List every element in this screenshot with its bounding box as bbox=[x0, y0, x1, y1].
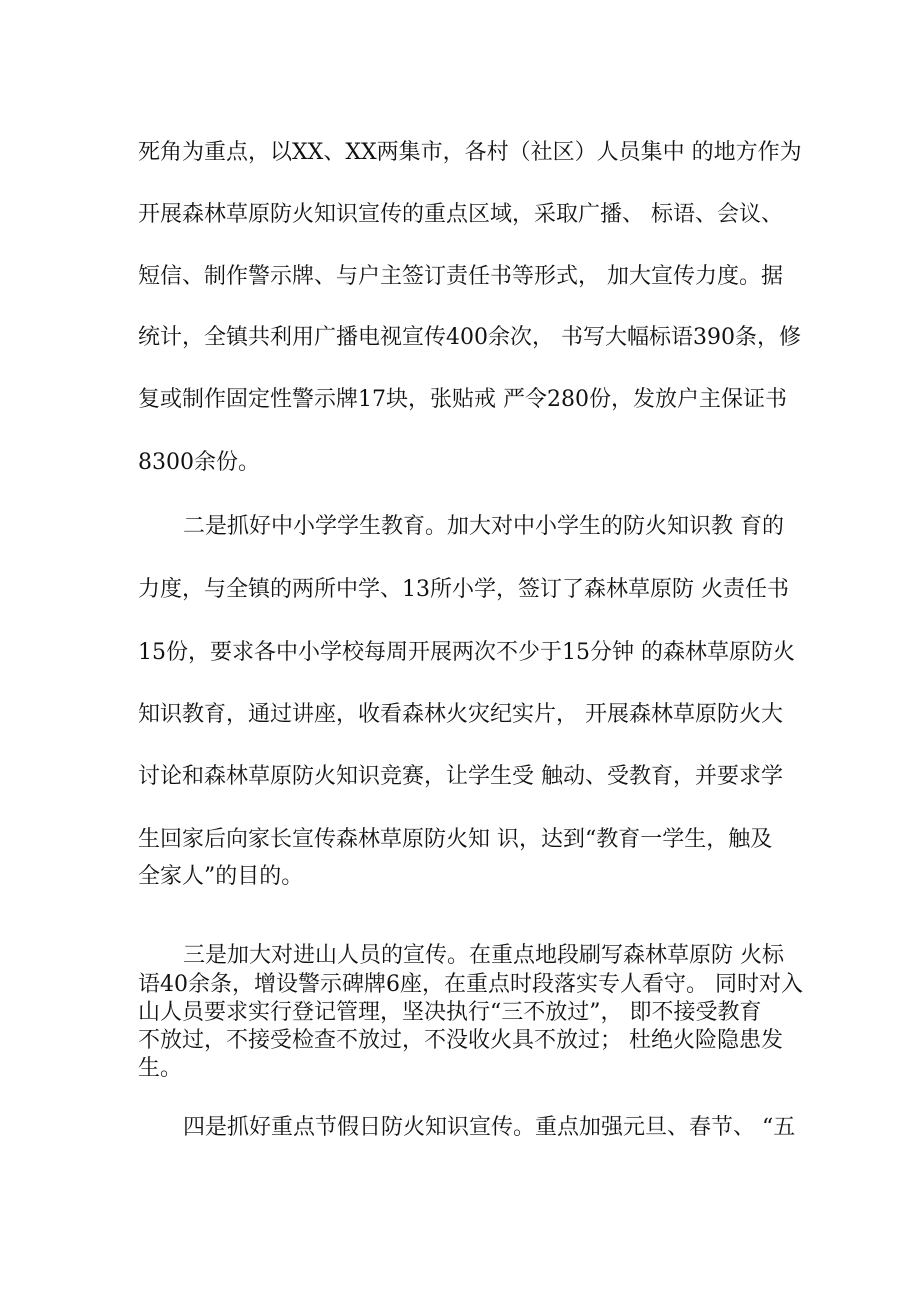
text-line: 生回家后向家长宣传森林草原防火知 识，达到“教育一学生，触及 bbox=[138, 827, 773, 852]
text-line: 开展森林草原防火知识宣传的重点区域，采取广播、 标语、会议、 bbox=[138, 202, 783, 227]
text-line: 三是加大对进山人员的宣传。在重点地段刷写森林草原防 火标 bbox=[183, 943, 784, 968]
text-line: 语40余条，增设警示碑牌6座，在重点时段落实专人看守。 同时对入 bbox=[138, 972, 803, 997]
text-line: 二是抓好中小学学生教育。加大对中小学生的防火知识教 育的 bbox=[183, 514, 784, 539]
text-line: 不放过，不接受检查不放过，不没收火具不放过； 杜绝火险隐患发 bbox=[138, 1028, 783, 1053]
text-line: 生。 bbox=[138, 1056, 183, 1081]
text-line: 讨论和森林草原防火知识竞赛，让学生受 触动、受教育，并要求学 bbox=[138, 764, 783, 789]
text-line: 短信、制作警示牌、与户主签订责任书等形式， 加大宣传力度。据 bbox=[138, 264, 783, 289]
text-line: 山人员要求实行登记管理，坚决执行“三不放过”， 即不接受教育 bbox=[138, 1000, 762, 1025]
text-line: 复或制作固定性警示牌17块，张贴戒 严令280份，发放户主保证书 bbox=[138, 387, 787, 412]
text-line: 力度，与全镇的两所中学、13所小学，签订了森林草原防 火责任书 bbox=[138, 577, 789, 602]
text-line: 知识教育，通过讲座，收看森林火灾纪实片， 开展森林草原防火大 bbox=[138, 702, 783, 727]
text-line: 死角为重点，以XX、XX两集市，各村（社区）人员集中 的地方作为 bbox=[138, 140, 802, 165]
text-line: 全家人”的目的。 bbox=[138, 864, 304, 889]
text-line: 四是抓好重点节假日防火知识宣传。重点加强元旦、春节、 “五 bbox=[183, 1115, 796, 1140]
text-line: 统计，全镇共利用广播电视宣传400余次， 书写大幅标语390条，修 bbox=[138, 325, 801, 350]
text-line: 15份，要求各中小学校每周开展两次不少于15分钟 的森林草原防火 bbox=[138, 640, 795, 665]
text-line: 8300余份。 bbox=[138, 450, 260, 475]
